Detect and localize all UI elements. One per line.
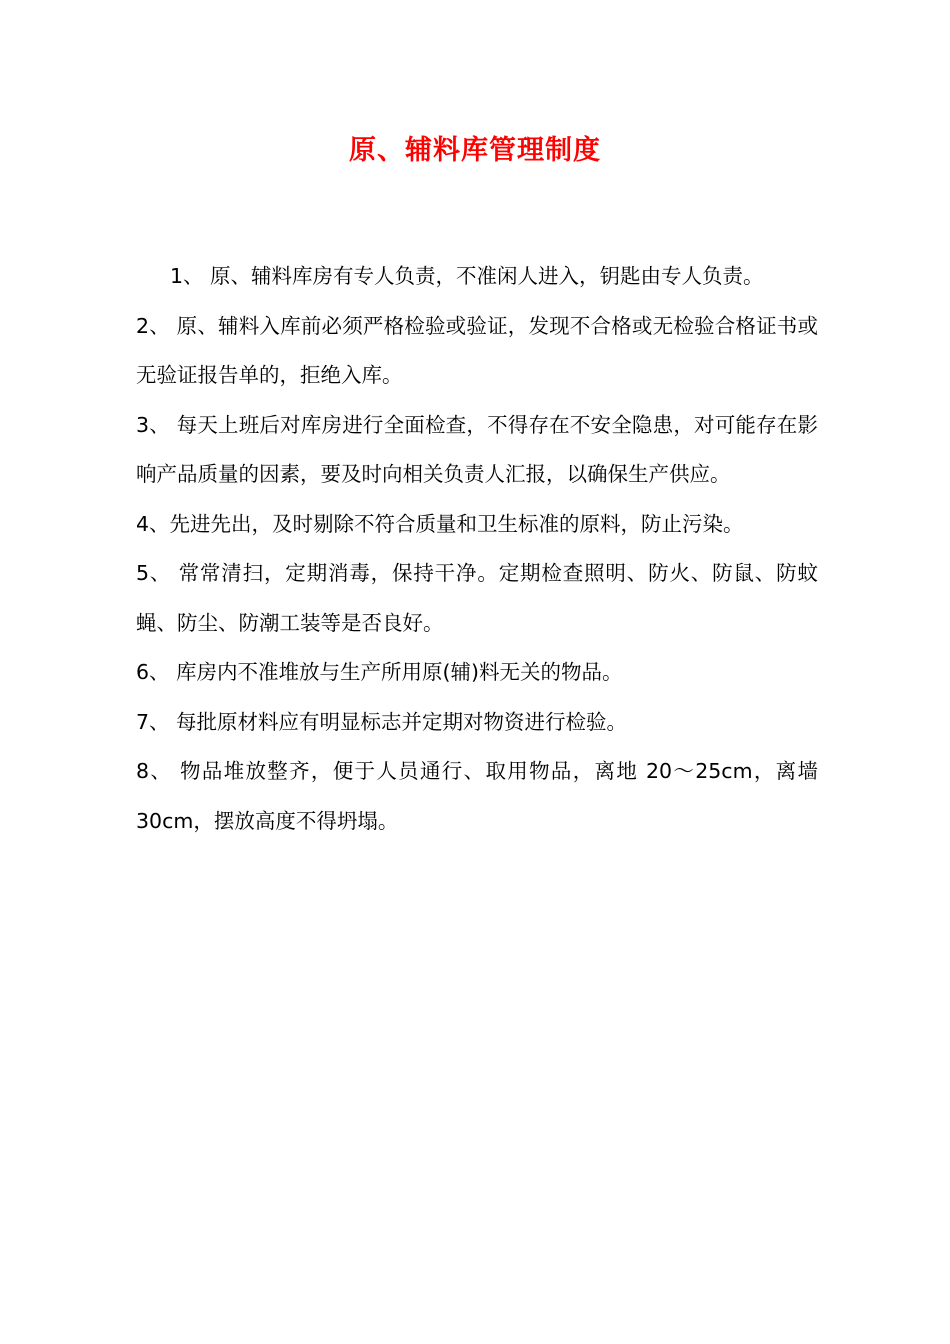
rule-item-3: 3、 每天上班后对库房进行全面检查，不得存在不安全隐患，对可能存在影响产品质量的因素，要及时向相关负责人汇报，以确保生产供应。 [136, 412, 818, 486]
rule-item-4: 4、先进先出，及时剔除不符合质量和卫生标准的原料，防止污染。 [136, 511, 744, 536]
rule-item-5: 5、 常常清扫，定期消毒，保持干净。定期检查照明、防火、防鼠、防蚊蝇、防尘、防潮工装等是否良好。 [136, 561, 818, 635]
rule-item-8: 8、 物品堆放整齐，便于人员通行、取用物品，离地 20～25cm，离墙 30cm，摆放高度不得坍塌。 [136, 759, 818, 833]
rule-item-6: 6、 库房内不准堆放与生产所用原(辅)料无关的物品。 [136, 660, 623, 684]
document-body [136, 252, 818, 846]
rule-item-1: 1、 原、辅料库房有专人负责，不准闲人进入，钥匙由专人负责。 [170, 264, 764, 288]
document-title: 原、辅料库管理制度 [349, 135, 601, 166]
rule-item-2: 2、 原、辅料入库前必须严格检验或验证，发现不合格或无检验合格证书或无验证报告单的，拒绝入库。 [136, 313, 818, 387]
rule-item-7: 7、 每批原材料应有明显标志并定期对物资进行检验。 [136, 709, 628, 734]
